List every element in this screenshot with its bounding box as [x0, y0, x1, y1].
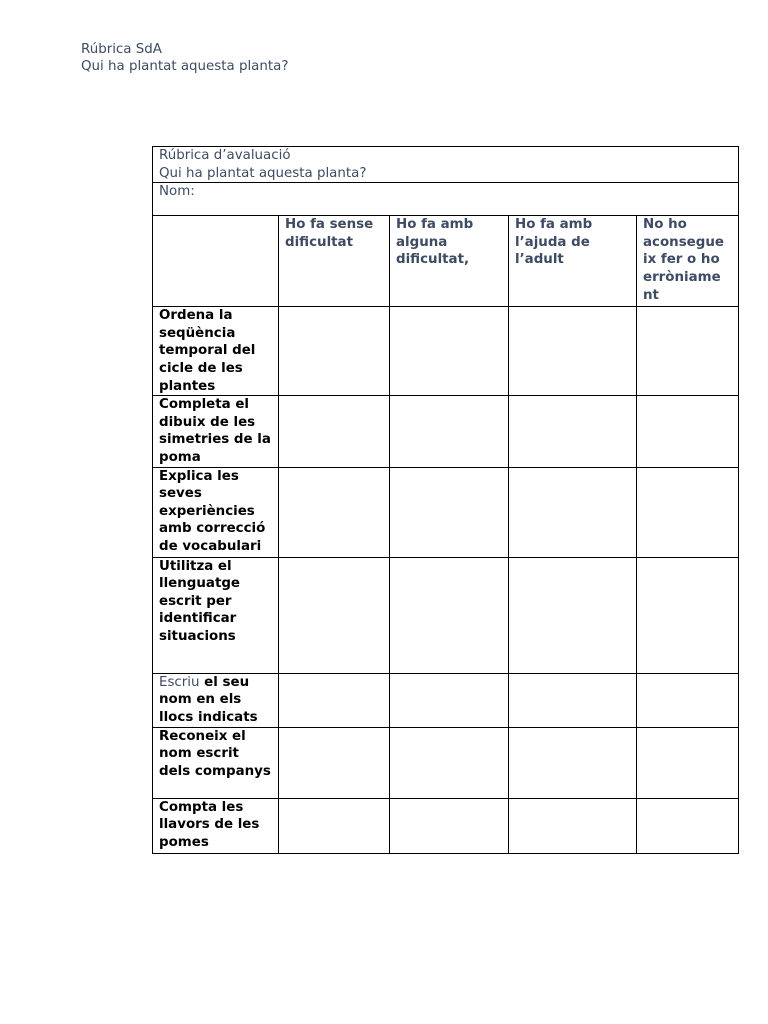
criterion-cell: Compta les llavors de les pomes: [153, 798, 279, 853]
rating-cell[interactable]: [509, 727, 637, 798]
table-row: [153, 673, 739, 727]
table-row: [153, 396, 739, 467]
column-header: No ho aconsegue ix fer o ho erròniame nt: [637, 216, 739, 307]
rating-cell[interactable]: [390, 467, 509, 557]
criterion-cell: Reconeix el nom escrit dels companys: [153, 727, 279, 798]
criterion-cell: Explica les seves experiències amb correcció de vocabulari: [153, 467, 279, 557]
rubric-title-cell: [153, 147, 739, 183]
rating-cell[interactable]: [279, 307, 390, 396]
header-subtitle: Qui ha plantat aquesta planta?: [81, 58, 289, 74]
table-row: [153, 798, 739, 853]
rating-cell[interactable]: [279, 467, 390, 557]
column-header: Ho fa amb l’ajuda de l’adult: [509, 216, 637, 307]
column-header: Ho fa sense dificultat: [279, 216, 390, 307]
header-title: Rúbrica SdA: [81, 42, 162, 57]
document-header: [81, 42, 288, 75]
criterion-text: el seu nom en els llocs indicats: [159, 674, 258, 725]
rating-cell[interactable]: [509, 557, 637, 673]
rating-cell[interactable]: [509, 673, 637, 727]
table-row: [153, 467, 739, 557]
rating-cell[interactable]: [637, 396, 739, 467]
rating-cell[interactable]: [637, 673, 739, 727]
table-row: [153, 557, 739, 673]
rating-cell[interactable]: [279, 798, 390, 853]
title-row: [153, 147, 739, 183]
corner-cell: [153, 216, 279, 307]
rating-cell[interactable]: [637, 557, 739, 673]
name-field[interactable]: [153, 183, 739, 216]
rating-cell[interactable]: [637, 307, 739, 396]
rating-cell[interactable]: [637, 467, 739, 557]
rating-cell[interactable]: [509, 798, 637, 853]
header-row: [153, 216, 739, 307]
criterion-accent-word: Escriu: [159, 674, 200, 690]
rating-cell[interactable]: [390, 727, 509, 798]
rating-cell[interactable]: [637, 798, 739, 853]
rating-cell[interactable]: [509, 396, 637, 467]
table-row: [153, 727, 739, 798]
table-row: [153, 307, 739, 396]
criterion-cell: Ordena la seqüència temporal del cicle de les plantes: [153, 307, 279, 396]
rubric-subtitle: Qui ha plantat aquesta planta?: [159, 165, 367, 181]
rating-cell[interactable]: [390, 557, 509, 673]
rating-cell[interactable]: [279, 396, 390, 467]
rating-cell[interactable]: [509, 307, 637, 396]
criterion-cell: Completa el dibuix de les simetries de la poma: [153, 396, 279, 467]
rubric-table: [152, 146, 739, 854]
rating-cell[interactable]: [279, 673, 390, 727]
criterion-cell: [153, 673, 279, 727]
rating-cell[interactable]: [637, 727, 739, 798]
rating-cell[interactable]: [279, 727, 390, 798]
rating-cell[interactable]: [390, 307, 509, 396]
rating-cell[interactable]: [390, 396, 509, 467]
rating-cell[interactable]: [509, 467, 637, 557]
rating-cell[interactable]: [279, 557, 390, 673]
rubric-title: Rúbrica d’avaluació: [159, 148, 291, 163]
name-label: Nom:: [159, 184, 195, 200]
rating-cell[interactable]: [390, 798, 509, 853]
criterion-cell: Utilitza el llenguatge escrit per identificar situacions: [153, 557, 279, 673]
column-header: Ho fa amb alguna dificultat,: [390, 216, 509, 307]
name-row: [153, 183, 739, 216]
rating-cell[interactable]: [390, 673, 509, 727]
